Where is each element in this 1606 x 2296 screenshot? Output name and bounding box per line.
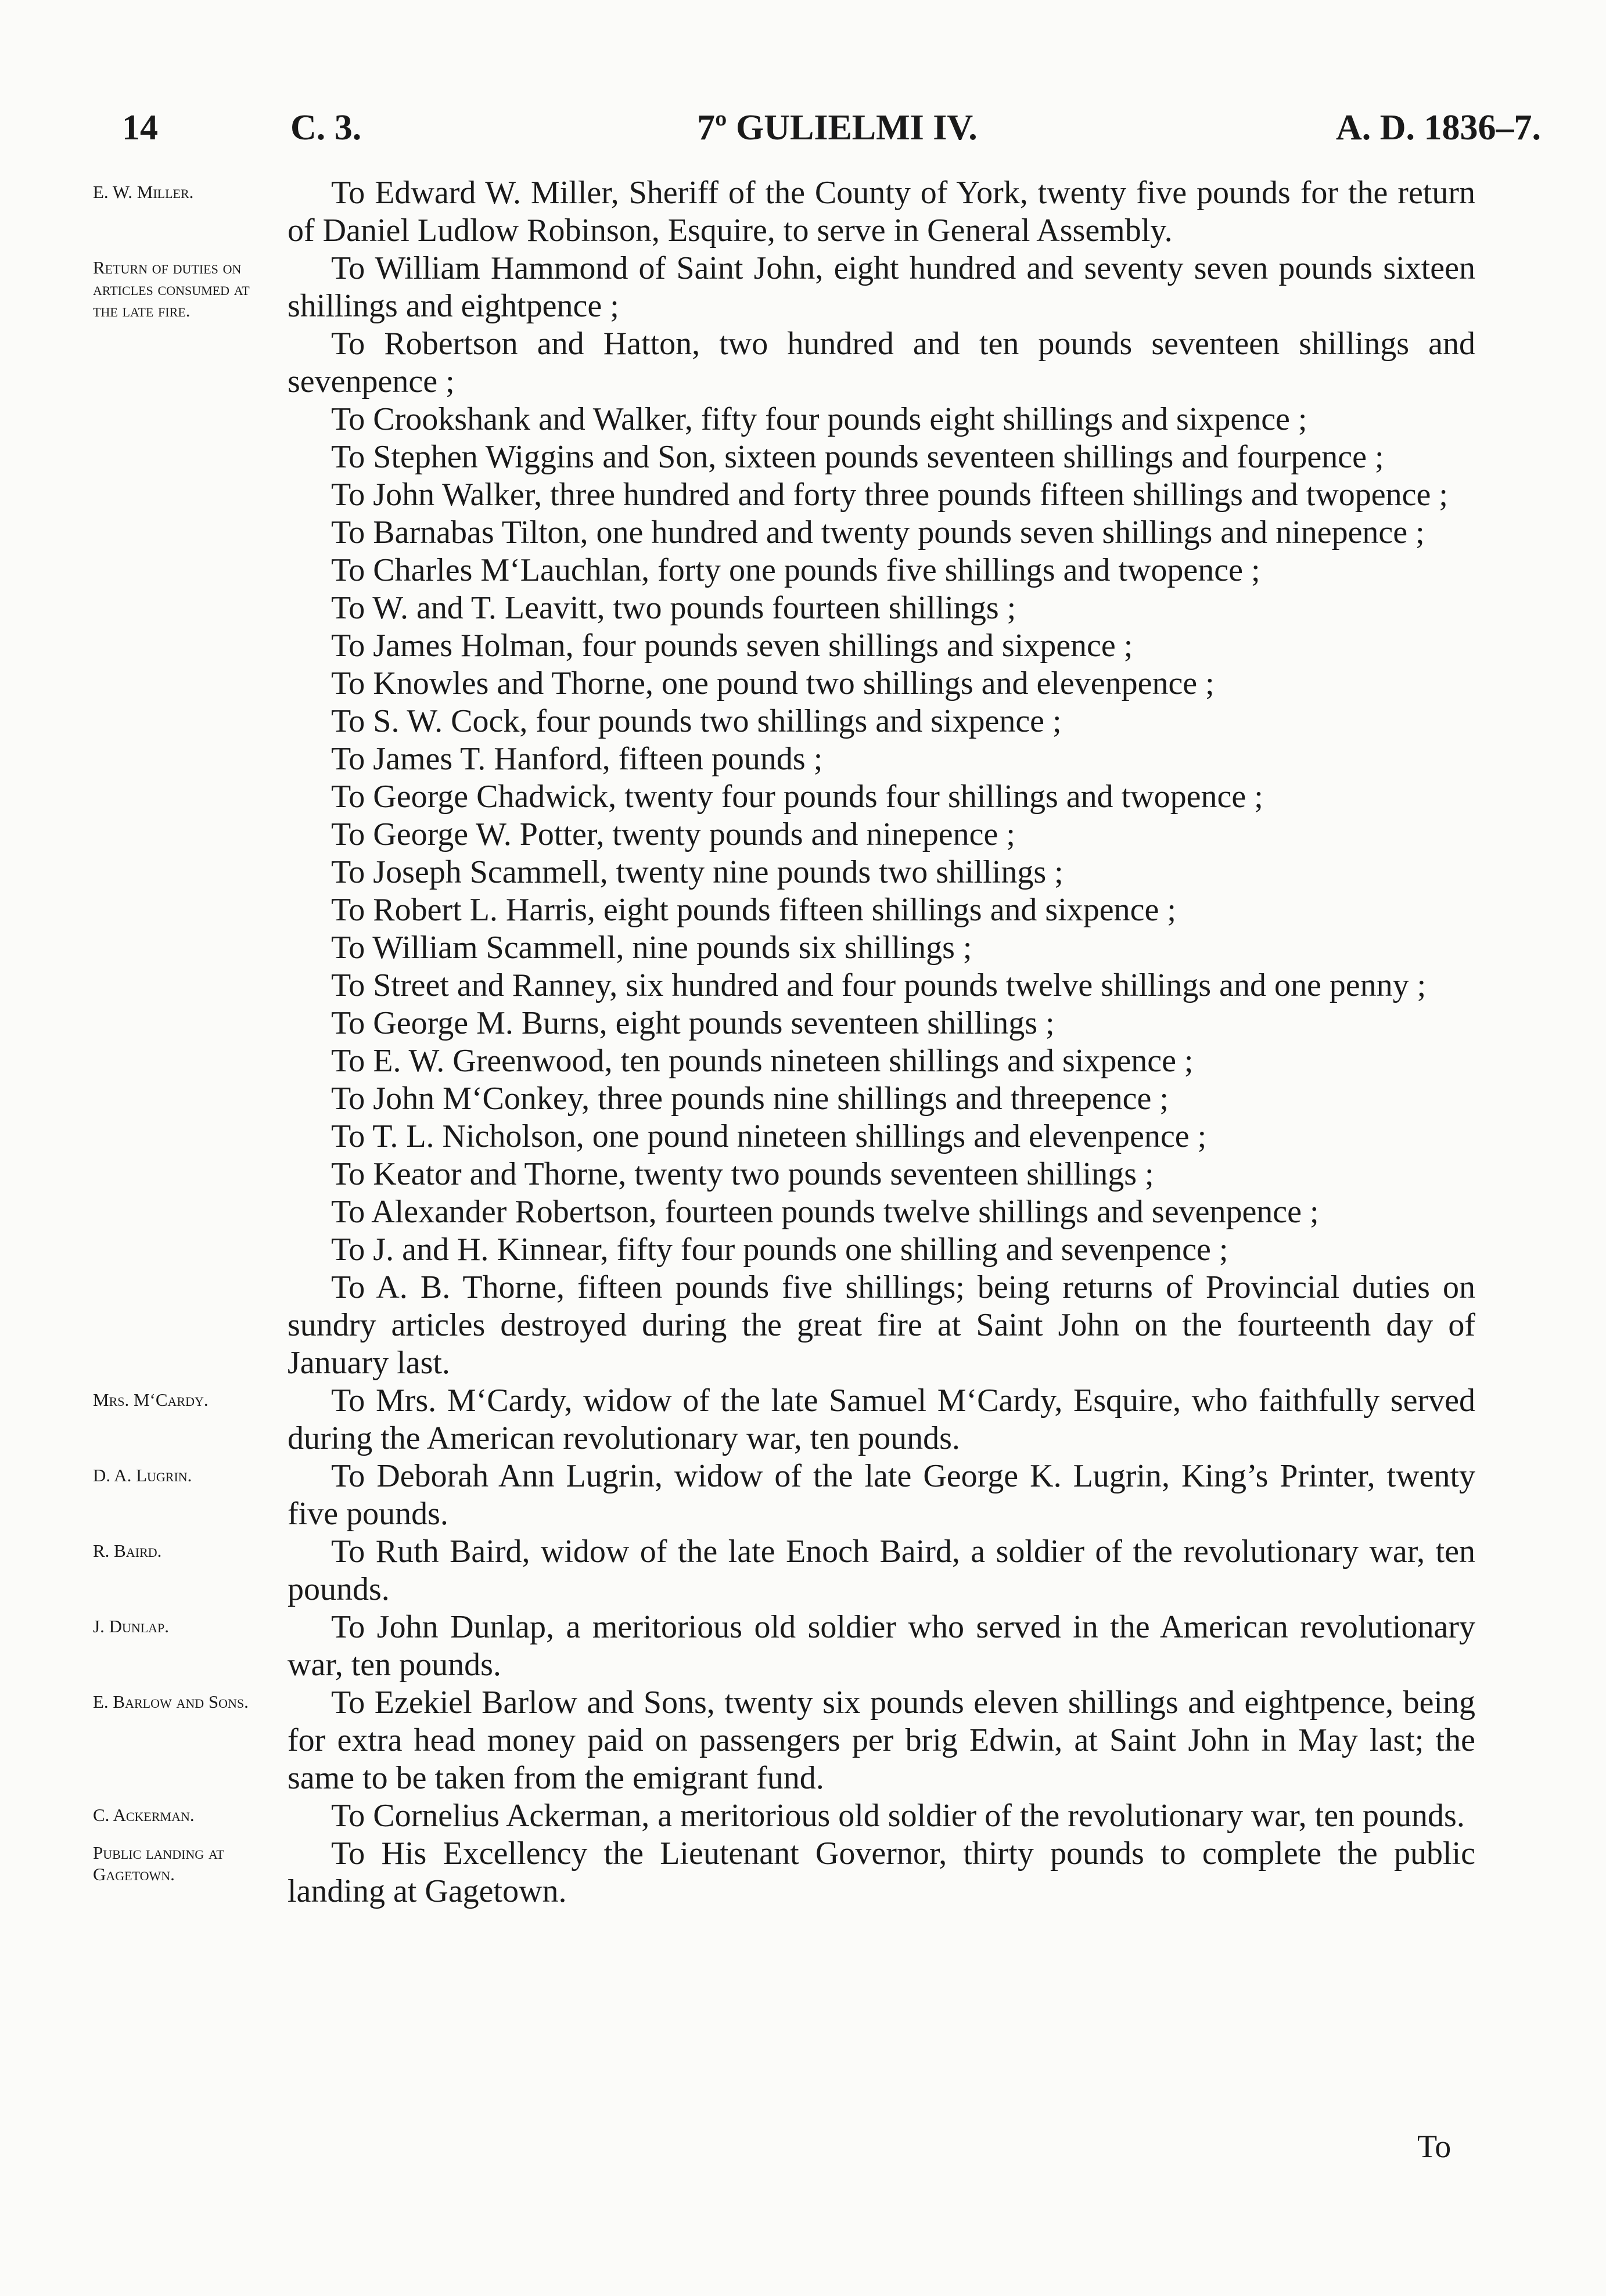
entry xyxy=(0,476,1606,514)
entry xyxy=(0,1042,1606,1080)
entry-text: To William Hammond of Saint John, eight hundred and seventy seven pounds sixteen shillings and eightpence ; xyxy=(288,250,1475,324)
entry-text: To George M. Burns, eight pounds seventeen shillings ; xyxy=(331,1005,1055,1041)
entry xyxy=(0,552,1606,589)
entry xyxy=(0,174,1606,250)
entry-text: To Alexander Robertson, fourteen pounds twelve shillings and sevenpence ; xyxy=(331,1194,1319,1230)
entry xyxy=(0,250,1606,325)
entry-text: To George Chadwick, twenty four pounds four shillings and twopence ; xyxy=(331,779,1263,815)
entry xyxy=(0,929,1606,967)
entry xyxy=(0,1797,1606,1835)
entry-text: To Charles M‘Lauchlan, forty one pounds five shillings and twopence ; xyxy=(331,552,1260,588)
entry-text: To Deborah Ann Lugrin, widow of the late George K. Lugrin, King’s Printer, twenty five pounds. xyxy=(288,1458,1475,1532)
entry-text: To James Holman, four pounds seven shillings and sixpence ; xyxy=(331,628,1133,664)
entry-text: To T. L. Nicholson, one pound nineteen shillings and elevenpence ; xyxy=(331,1118,1207,1154)
entry-text: To Knowles and Thorne, one pound two shillings and elevenpence ; xyxy=(331,665,1215,701)
entry xyxy=(0,1193,1606,1231)
entry-text: To Barnabas Tilton, one hundred and twenty pounds seven shillings and ninepence ; xyxy=(331,514,1425,550)
margin-note: D. A. Lugrin. xyxy=(93,1465,192,1485)
entry xyxy=(0,967,1606,1005)
entry-text: To John Dunlap, a meritorious old soldier who served in the American revolutionary war, ten pounds. xyxy=(288,1609,1475,1683)
margin-note: E. Barlow and Sons. xyxy=(93,1692,249,1712)
margin-note: Mrs. M‘Cardy. xyxy=(93,1390,209,1410)
entry-text: To William Scammell, nine pounds six shillings ; xyxy=(331,930,972,966)
entry xyxy=(0,703,1606,740)
entry-text: To John Walker, three hundred and forty three pounds fifteen shillings and twopence ; xyxy=(331,477,1448,513)
entry-text: To George W. Potter, twenty pounds and ninepence ; xyxy=(331,816,1015,852)
entry xyxy=(0,891,1606,929)
entry-text: To S. W. Cock, four pounds two shillings and sixpence ; xyxy=(331,703,1062,739)
entry-text: To Crookshank and Walker, fifty four pounds eight shillings and sixpence ; xyxy=(331,401,1307,437)
entry-text: To Street and Ranney, six hundred and four pounds twelve shillings and one penny ; xyxy=(331,967,1427,1003)
entry xyxy=(0,1080,1606,1118)
margin-note: Public landing at Gagetown. xyxy=(93,1842,224,1884)
entry xyxy=(0,1118,1606,1156)
entry xyxy=(0,1269,1606,1382)
entry xyxy=(0,1684,1606,1797)
entry xyxy=(0,627,1606,665)
entry xyxy=(0,1005,1606,1042)
entry xyxy=(0,1156,1606,1193)
entry-text: To John M‘Conkey, three pounds nine shillings and threepence ; xyxy=(331,1081,1169,1117)
entry xyxy=(0,401,1606,438)
entry-text: To Mrs. M‘Cardy, widow of the late Samuel M‘Cardy, Esquire, who faithfully served during the American revolutionary war, ten pounds. xyxy=(288,1383,1475,1456)
entry xyxy=(0,854,1606,891)
entry xyxy=(0,778,1606,816)
entry xyxy=(0,325,1606,401)
entry xyxy=(0,740,1606,778)
entry-text: To Keator and Thorne, twenty two pounds seventeen shillings ; xyxy=(331,1156,1154,1192)
entry xyxy=(0,1231,1606,1269)
page-number: 14 xyxy=(122,108,158,147)
entry xyxy=(0,589,1606,627)
entry-text: To Ezekiel Barlow and Sons, twenty six pounds eleven shillings and eightpence, being for extra head money paid on passengers per brig Edwin, at Saint John in May last; the same to be taken from the emigrant fund. xyxy=(288,1685,1475,1796)
entry-text: To E. W. Greenwood, ten pounds nineteen shillings and sixpence ; xyxy=(331,1043,1194,1079)
entry-text: To Robertson and Hatton, two hundred and ten pounds seventeen shillings and sevenpence ; xyxy=(288,326,1475,400)
margin-note: R. Baird. xyxy=(93,1541,162,1561)
entry-text: To James T. Hanford, fifteen pounds ; xyxy=(331,741,823,777)
entry-text: To J. and H. Kinnear, fifty four pounds one shilling and sevenpence ; xyxy=(331,1232,1228,1268)
chapter-number: C. 3. xyxy=(290,108,362,147)
entry xyxy=(0,1533,1606,1608)
entry xyxy=(0,665,1606,703)
entry-text: To His Excellency the Lieutenant Governor, thirty pounds to complete the public landing at Gagetown. xyxy=(288,1836,1475,1909)
regnal-year: 7º GULIELMI IV. xyxy=(697,108,978,147)
running-header xyxy=(0,107,1606,160)
entry-text: To Robert L. Harris, eight pounds fifteen shillings and sixpence ; xyxy=(331,892,1176,928)
entry-text: To Cornelius Ackerman, a meritorious old soldier of the revolutionary war, ten pounds. xyxy=(331,1798,1465,1834)
entry-text: To W. and T. Leavitt, two pounds fourteen shillings ; xyxy=(331,590,1016,626)
entry xyxy=(0,816,1606,854)
entry-text: To Stephen Wiggins and Son, sixteen pounds seventeen shillings and fourpence ; xyxy=(331,439,1384,475)
entry-text: To A. B. Thorne, fifteen pounds five shillings; being returns of Provincial duties on sundry articles destroyed during the great fire at Saint John on the fourteenth day of January last. xyxy=(288,1269,1475,1381)
entry-text: To Joseph Scammell, twenty nine pounds two shillings ; xyxy=(331,854,1064,890)
entry-text: To Ruth Baird, widow of the late Enoch Baird, a soldier of the revolutionary war, ten pounds. xyxy=(288,1534,1475,1607)
margin-note: J. Dunlap. xyxy=(93,1616,170,1636)
entry xyxy=(0,1382,1606,1458)
entry xyxy=(0,1458,1606,1533)
year-range: A. D. 1836–7. xyxy=(1336,108,1542,147)
catchword: To xyxy=(1417,2129,1451,2165)
margin-note: E. W. Miller. xyxy=(93,182,194,202)
margin-note: C. Ackerman. xyxy=(93,1805,195,1825)
entry-text: To Edward W. Miller, Sheriff of the County of York, twenty five pounds for the return of Daniel Ludlow Robinson, Esquire, to serve in General Assembly. xyxy=(288,175,1475,249)
entry xyxy=(0,514,1606,552)
margin-note: Return of duties on articles consumed at the late fire. xyxy=(93,257,250,321)
document-body xyxy=(0,174,1606,1910)
entry xyxy=(0,1608,1606,1684)
entry xyxy=(0,1835,1606,1910)
entry xyxy=(0,438,1606,476)
